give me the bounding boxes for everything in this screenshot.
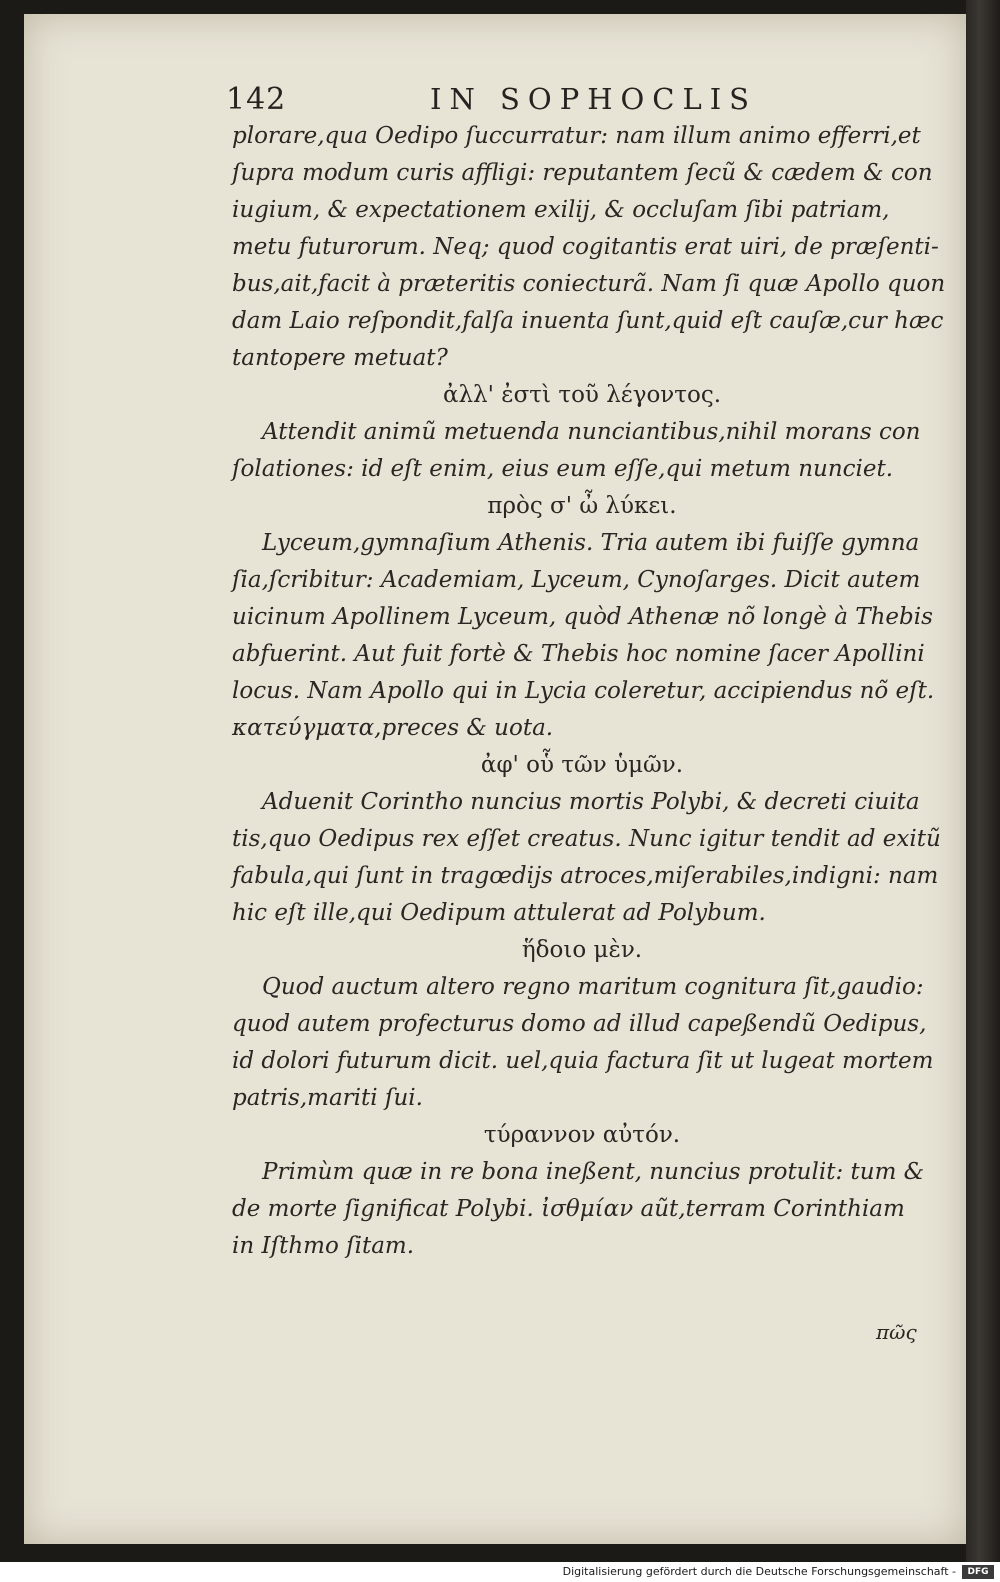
text-line: ſupra modum curis affligi: reputantem ſecũ & cædem & con xyxy=(232,160,933,186)
text-line: Aduenit Corintho nuncius mortis Polybi, & decreti ciuita xyxy=(262,789,920,815)
text-line: Quod auctum altero regno maritum cognitura ſit,gaudio: xyxy=(262,974,924,1000)
text-line: metu futurorum. Neq; quod cogitantis erat uiri, de præſenti- xyxy=(232,234,939,260)
text-line: iugium, & expectationem exilij, & occluſam ſibi patriam, xyxy=(232,197,890,223)
greek-lemma: ἥδοιο μὲν. xyxy=(521,937,643,963)
footer-credit: Digitalisierung gefördert durch die Deutsche Forschungsgemeinschaft - xyxy=(562,1565,956,1578)
text-line: Lyceum,gymnaſium Athenis. Tria autem ibi fuiſſe gymna xyxy=(262,530,920,556)
page-number: 142 xyxy=(226,82,287,117)
text-line: de morte ſignificat Polybi. ἰσθμίαν aũt,terram Corinthiam xyxy=(232,1196,905,1222)
text-line: Primùm quæ in re bona ineßent, nuncius protulit: tum & xyxy=(262,1159,925,1185)
text-line: κατεύγματα,preces & uota. xyxy=(232,715,554,741)
catchword: πῶς xyxy=(876,1320,917,1344)
text-line: dam Laio reſpondit,falſa inuenta ſunt,quid eſt cauſæ,cur hæc xyxy=(232,308,944,334)
text-line: fabula,qui ſunt in tragœdijs atroces,miſerabiles,indigni: nam xyxy=(232,863,939,889)
text-line: plorare,qua Oedipo ſuccurratur: nam illum animo efferri,et xyxy=(232,123,921,149)
text-line: patris,mariti ſui. xyxy=(232,1085,423,1111)
greek-lemma: ἀφ' οὗ τῶν ὑμῶν. xyxy=(480,752,684,778)
text-line: uicinum Apollinem Lyceum, quòd Athenæ nõ longè à Thebis xyxy=(232,604,933,630)
text-line: tis,quo Oedipus rex eſſet creatus. Nunc igitur tendit ad exitũ xyxy=(232,826,941,852)
text-line: ſolationes: id eſt enim, eius eum eſſe,qui metum nunciet. xyxy=(232,456,894,482)
greek-lemma: πρὸς σ' ὦ λύκει. xyxy=(487,493,677,519)
text-line: Attendit animũ metuenda nunciantibus,nihil morans con xyxy=(262,419,921,445)
footer xyxy=(0,1562,1000,1582)
text-line: id dolori futurum dicit. uel,quia factura ſit ut lugeat mortem xyxy=(232,1048,934,1074)
text-line: hic eſt ille,qui Oedipum attulerat ad Polybum. xyxy=(232,900,766,926)
text-line: bus,ait,facit à præteritis coniecturã. Nam ſi quæ Apollo quon xyxy=(232,271,946,297)
running-head: IN SOPHOCLIS xyxy=(430,82,758,116)
text-line: in Iſthmo ſitam. xyxy=(232,1233,415,1259)
greek-lemma: ἀλλ' ἐστὶ τοῦ λέγοντος. xyxy=(442,382,722,408)
text-line: ſia,ſcribitur: Academiam, Lyceum, Cynoſarges. Dicit autem xyxy=(232,567,921,593)
text-line: tantopere metuat? xyxy=(232,345,448,371)
body-text xyxy=(232,118,946,1265)
book-edge xyxy=(966,0,1000,1562)
text-line: locus. Nam Apollo qui in Lycia coleretur, accipiendus nõ eſt. xyxy=(232,678,935,704)
text-line: abfuerint. Aut fuit fortè & Thebis hoc nomine ſacer Apollini xyxy=(232,641,925,667)
text-line: quod autem profecturus domo ad illud capeßendũ Oedipus, xyxy=(232,1011,927,1037)
greek-lemma: τύραννον αὐτόν. xyxy=(483,1122,681,1148)
dfg-logo: DFG xyxy=(962,1565,994,1579)
